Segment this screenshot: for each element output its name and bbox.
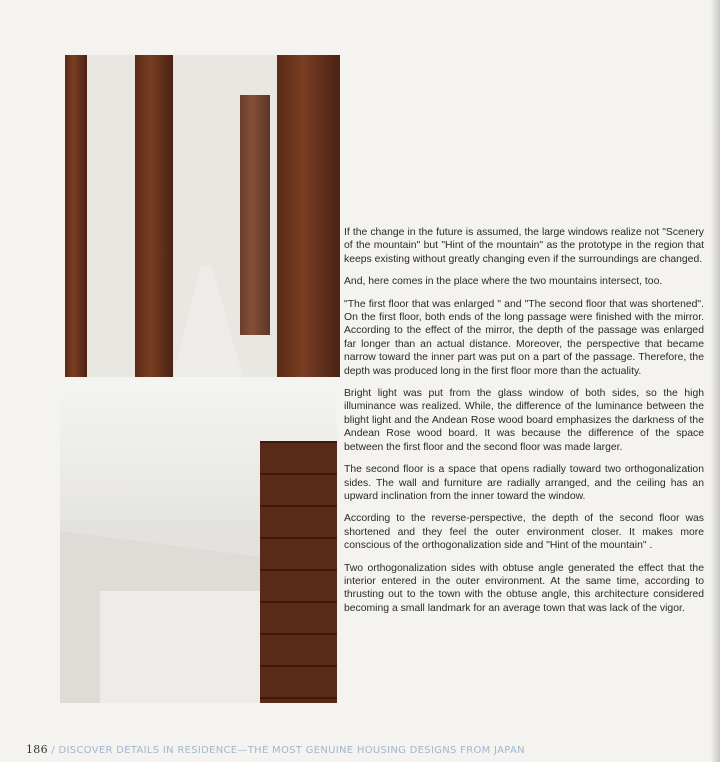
book-title: DISCOVER DETAILS IN RESIDENCE—THE MOST GENUINE HOUSING DESIGNS FROM JAPAN [58, 745, 525, 756]
corridor-photo [65, 55, 340, 377]
wood-door [240, 95, 270, 335]
paragraph: If the change in the future is assumed, the large windows realize not "Scenery of the mountain" but "Hint of the mountain" as the prototype in the region that keeps existing without greatly changing even if the surroundings are changed. [344, 227, 704, 265]
page-number: 186 [26, 743, 48, 756]
article-body [344, 226, 704, 624]
footer-separator: / [51, 745, 56, 756]
paragraph: Two orthogonalization sides with obtuse angle generated the effect that the interior entered in the outer environment. At the same time, according to thrusting out to the town with the obtuse angle, this architecture considered becoming a small landmark for an average town that was lack of the vigor. [344, 562, 704, 614]
paragraph: "The first floor that was enlarged " and "The second floor that was shortened". On the first floor, both ends of the long passage were finished with the mirror. According to the effect of the mirror, the depth of the passage was enlarged far longer than an actual distance. Moreover, the perspective that became narrow toward the inner part was put on a part of the passage. Therefore, the depth was produced long in the first floor more than the actuality. [344, 298, 704, 377]
paragraph: Bright light was put from the glass window of both sides, so the high illuminance was realized. While, the difference of the luminance between the blight light and the Andean Rose wood board emphasizes the darkness of the Andean Rose wood board. It was because the difference of the space between the first floor and the second floor was made larger. [344, 388, 704, 453]
room-photo [60, 381, 337, 703]
bookshelf [260, 441, 337, 703]
wood-wall-left [135, 55, 173, 377]
wood-panel-left [65, 55, 87, 377]
paragraph: And, here comes in the place where the two mountains intersect, too. [344, 276, 663, 288]
paragraph: The second floor is a space that opens radially toward two orthogonalization sides. The wall and furniture are radially arranged, and the ceiling has an upward inclination from the inner toward the window. [344, 464, 704, 502]
page-footer [26, 744, 525, 757]
paragraph: According to the reverse-perspective, the depth of the second floor was shortened and they feel the outer environment closer. It makes more conscious of the orthogonalization side and "Hint of the mountain" . [344, 513, 704, 552]
page-gutter-shadow [710, 0, 720, 762]
wood-wall-right [277, 55, 340, 377]
corridor-floor [173, 265, 243, 377]
